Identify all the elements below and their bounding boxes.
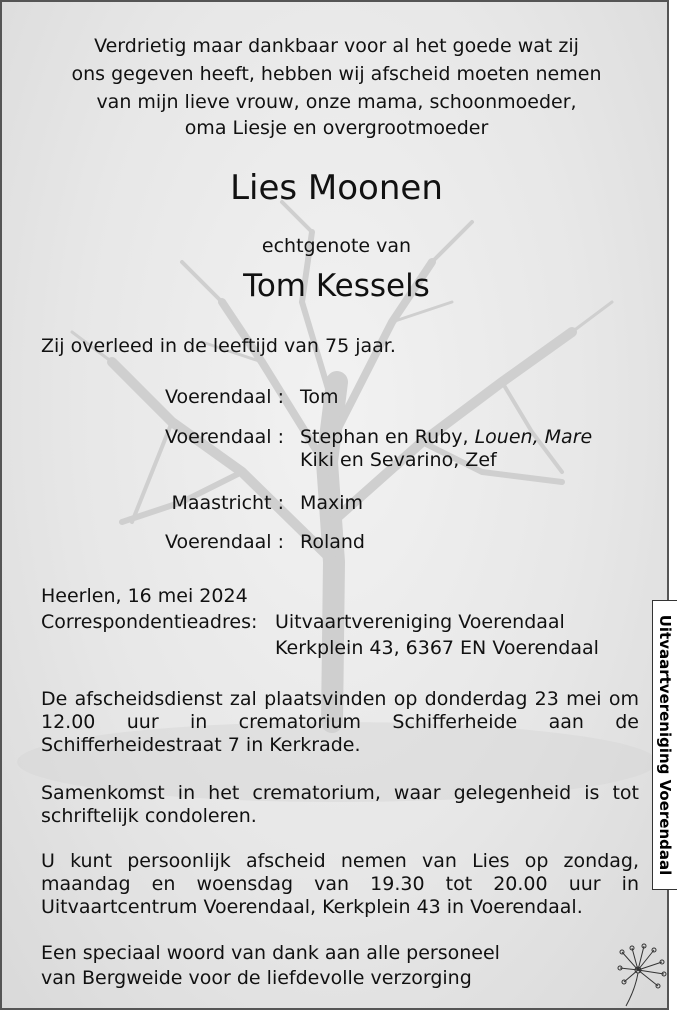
family-names: Tom xyxy=(300,386,339,408)
intro-line-4: oma Liesje en overgrootmoeder xyxy=(184,117,489,139)
deceased-name: Lies Moonen xyxy=(230,168,443,208)
paragraph-farewell: U kunt persoonlijk afscheid nemen van Lies op zondag, maandag en woensdag van 19.30 tot 20.00 uur in Uitvaartcentrum Voerendaal, Kerkplein 43 in Voerendaal. xyxy=(41,850,639,918)
thanks-line-1: Een speciaal woord van dank aan alle personeel xyxy=(41,942,500,964)
family-place: Maastricht : xyxy=(171,492,284,514)
funeral-association-text: Uitvaartvereniging Voerendaal xyxy=(656,614,674,876)
intro-line-2: ons gegeven heeft, hebben wij afscheid moeten nemen xyxy=(71,63,602,85)
spouse-intro: echtgenote van xyxy=(261,235,412,257)
dandelion-icon xyxy=(612,940,672,1010)
family-place: Voerendaal : xyxy=(164,386,284,408)
family-names: Roland xyxy=(300,531,365,553)
correspondence-line-1: Uitvaartvereniging Voerendaal xyxy=(275,611,565,633)
intro-line-1: Verdrietig maar dankbaar voor al het goede wat zij xyxy=(94,35,579,57)
correspondence-label: Correspondentieadres: xyxy=(41,611,258,633)
family-names: Stephan en Ruby, Louen, Mare Kiki en Sevarino, Zef xyxy=(300,426,593,471)
place-date: Heerlen, 16 mei 2024 xyxy=(41,585,248,607)
paragraph-service: De afscheidsdienst zal plaatsvinden op donderdag 23 mei om 12.00 uur in crematorium Schifferheide aan de Schifferheidestraat 7 in Kerkrade. xyxy=(41,688,639,756)
family-names: Maxim xyxy=(300,492,364,514)
funeral-association-label xyxy=(652,600,677,890)
family-place: Voerendaal : xyxy=(164,531,284,553)
age-line: Zij overleed in de leeftijd van 75 jaar. xyxy=(41,335,396,357)
intro-line-3: van mijn lieve vrouw, onze mama, schoonmoeder, xyxy=(96,91,577,113)
paragraph-gathering: Samenkomst in het crematorium, waar gelegenheid is tot schriftelijk condoleren. xyxy=(41,782,639,827)
spouse-name: Tom Kessels xyxy=(243,268,430,304)
thanks-line-2: van Bergweide voor de liefdevolle verzorging xyxy=(41,967,472,989)
family-place: Voerendaal : xyxy=(164,426,284,448)
correspondence-line-2: Kerkplein 43, 6367 EN Voerendaal xyxy=(275,637,599,659)
